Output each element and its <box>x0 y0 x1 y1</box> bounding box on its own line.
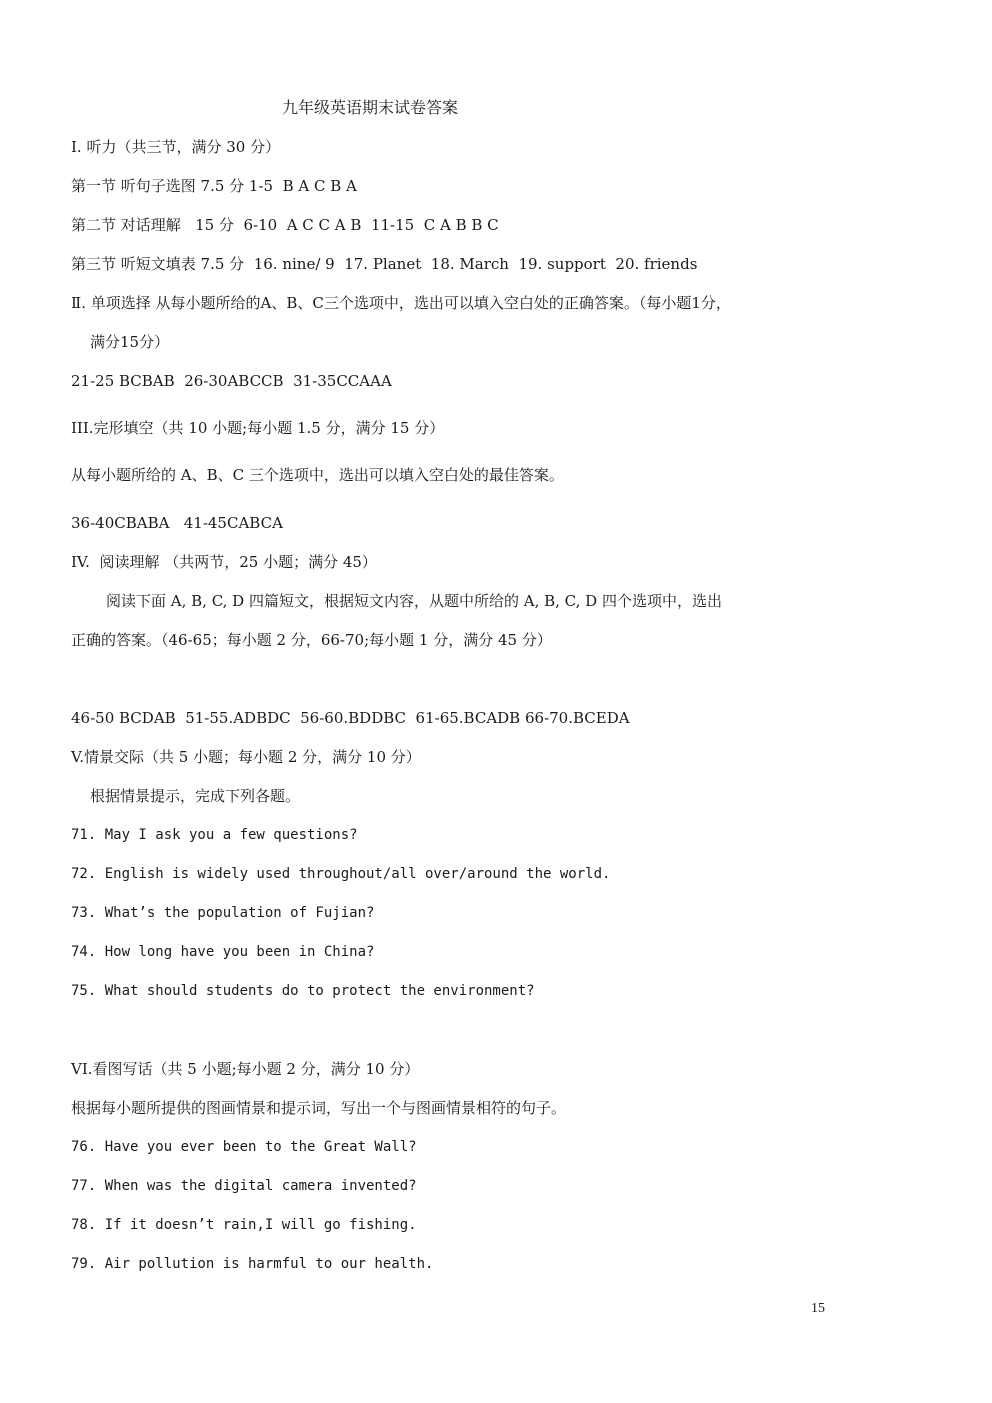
section-5-item: 73. What’s the population of Fujian? <box>71 905 375 921</box>
page-number: 15 <box>811 1301 825 1316</box>
section-5-heading: V.情景交际（共 5 小题；每小题 2 分，满分 10 分） <box>71 748 421 766</box>
section-3-instruction: 从每小题所给的 A、B、C 三个选项中，选出可以填入空白处的最佳答案。 <box>71 466 564 484</box>
section-4-heading: IV. 阅读理解 （共两节，25 小题；满分 45） <box>71 553 377 571</box>
section-3-heading: III.完形填空（共 10 小题;每小题 1.5 分，满分 15 分） <box>71 419 445 437</box>
section-5-item: 74. How long have you been in China? <box>71 944 375 960</box>
section-1-part-2: 第二节 对话理解 15 分 6-10 A C C A B 11-15 C A B B C <box>71 216 499 234</box>
section-6-heading: VI.看图写话（共 5 小题;每小题 2 分，满分 10 分） <box>71 1060 420 1078</box>
section-3-answers: 36-40CBABA 41-45CABCA <box>71 514 283 532</box>
section-1-part-1: 第一节 听句子选图 7.5 分 1-5 B A C B A <box>71 177 357 195</box>
section-6-item: 79. Air pollution is harmful to our health. <box>71 1256 434 1272</box>
section-2-heading: Ⅱ. 单项选择 从每小题所给的A、B、C三个选项中，选出可以填入空白处的正确答案。（每小题1分， <box>71 294 731 312</box>
section-5-item: 72. English is widely used throughout/all over/around the world. <box>71 866 611 882</box>
section-1-part-3: 第三节 听短文填表 7.5 分 16. nine/ 9 17. Planet 18. March 19. support 20. friends <box>71 255 698 273</box>
section-6-instruction: 根据每小题所提供的图画情景和提示词，写出一个与图画情景相符的句子。 <box>71 1099 567 1117</box>
section-1-heading: I. 听力（共三节，满分 30 分） <box>71 138 281 156</box>
section-6-item: 78. If it doesn’t rain,I will go fishing. <box>71 1217 417 1233</box>
section-5-instruction: 根据情景提示，完成下列各题。 <box>90 787 301 805</box>
document-title: 九年级英语期末试卷答案 <box>282 98 459 117</box>
section-4-instruction-cont: 正确的答案。（46-65；每小题 2 分，66-70;每小题 1 分，满分 45 分） <box>71 631 552 649</box>
section-2-heading-cont: 满分15分） <box>90 333 170 351</box>
section-4-answers: 46-50 BCDAB 51-55.ADBDC 56-60.BDDBC 61-65.BCADB 66-70.BCEDA <box>71 709 630 727</box>
section-6-item: 76. Have you ever been to the Great Wall? <box>71 1139 417 1155</box>
section-5-item: 71. May I ask you a few questions? <box>71 827 358 843</box>
section-5-item: 75. What should students do to protect the environment? <box>71 983 535 999</box>
section-4-instruction: 阅读下面 A, B, C, D 四篇短文，根据短文内容，从题中所给的 A, B, C, D 四个选项中，选出 <box>106 592 722 610</box>
section-2-answers: 21-25 BCBAB 26-30ABCCB 31-35CCAAA <box>71 372 392 390</box>
section-6-item: 77. When was the digital camera invented? <box>71 1178 417 1194</box>
